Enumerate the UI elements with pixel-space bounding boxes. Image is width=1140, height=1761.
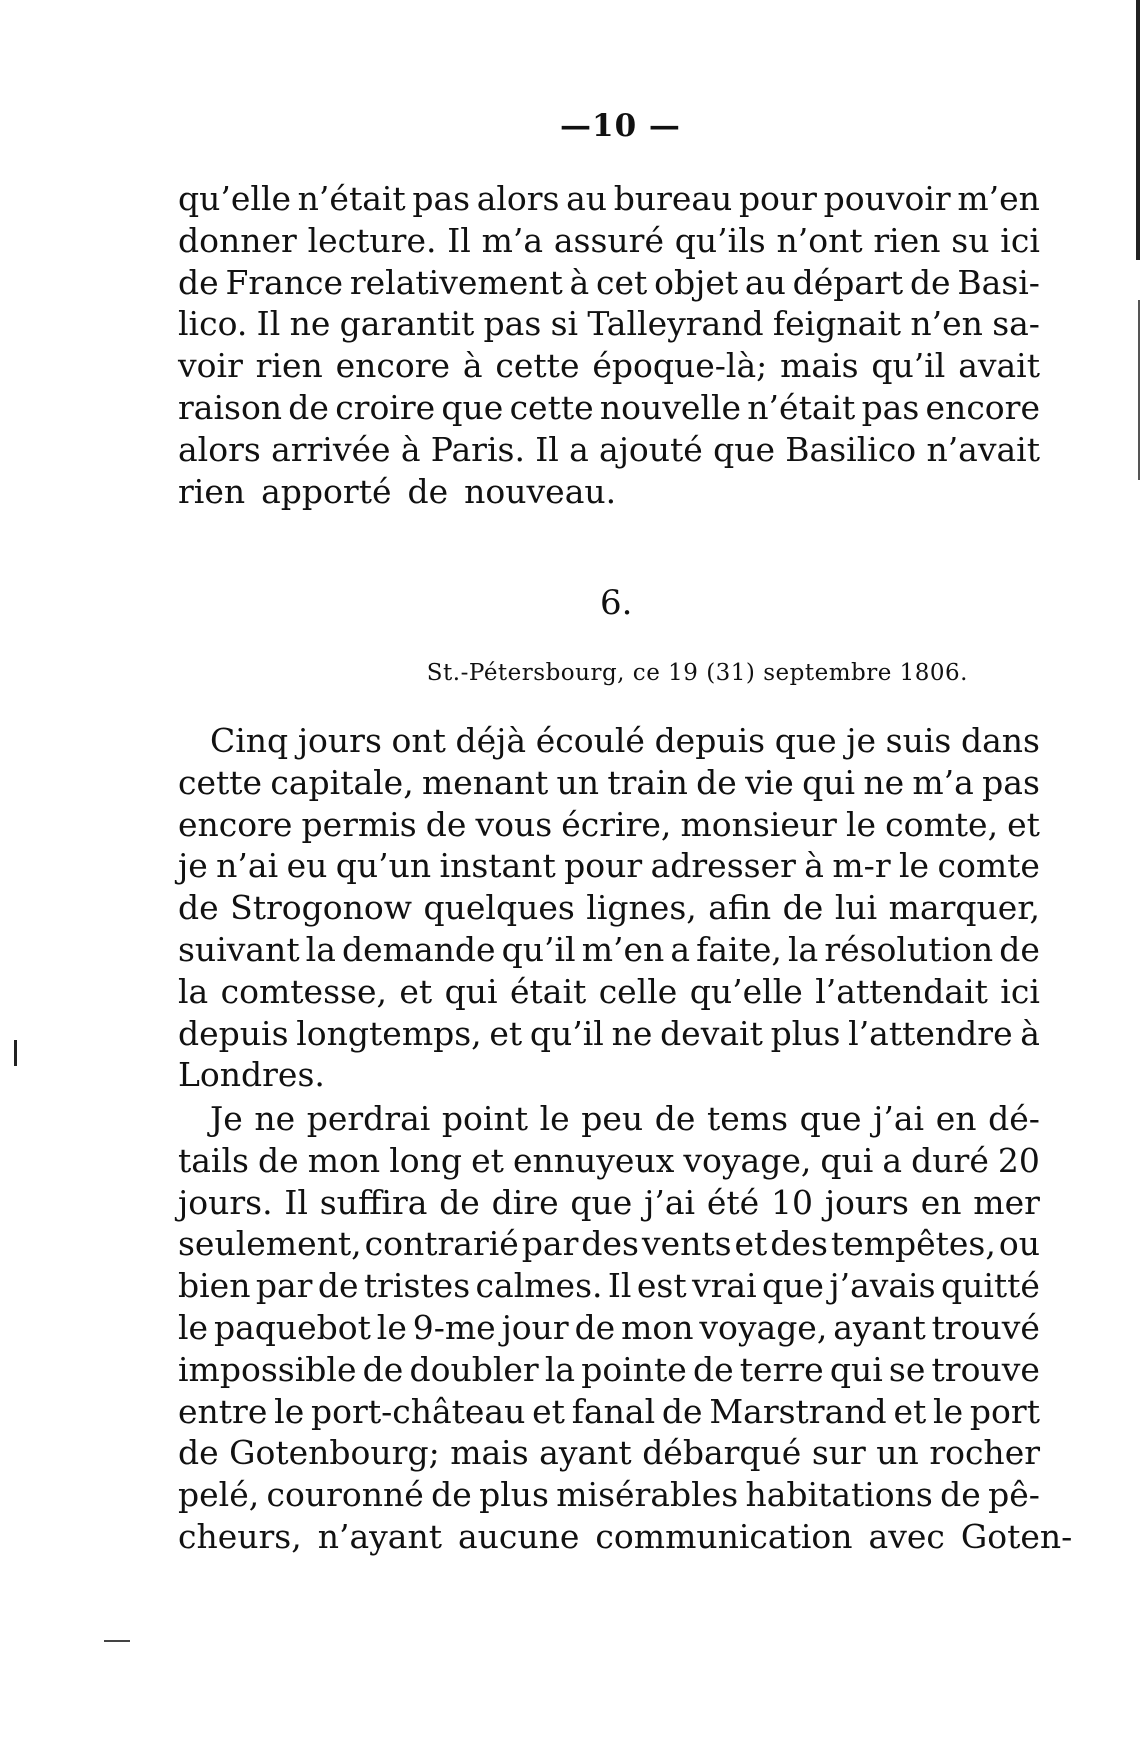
word: arrivée — [271, 429, 391, 469]
word: ajouté — [599, 429, 703, 469]
word: port-château — [311, 1391, 526, 1431]
word: que — [570, 1182, 633, 1222]
word: la — [178, 971, 209, 1011]
page-edge-shadow — [1136, 0, 1140, 260]
word: pouvoir — [823, 179, 951, 218]
word: ont — [391, 721, 446, 760]
word: impossible — [178, 1349, 357, 1389]
word: si — [550, 304, 579, 344]
word: tempêtes, — [830, 1224, 996, 1264]
word: à — [804, 846, 824, 886]
text-line — [178, 929, 1040, 971]
word: écoulé — [535, 721, 645, 760]
word: Basi- — [957, 262, 1040, 302]
word: encore — [925, 387, 1040, 427]
word: marquer, — [888, 888, 1040, 928]
word: duré — [911, 1140, 989, 1180]
word: calmes. — [475, 1266, 603, 1306]
word: Je — [210, 1099, 243, 1138]
word: comte, — [885, 804, 999, 844]
word: adresser — [650, 846, 796, 886]
word: en — [920, 1182, 962, 1222]
word: qu’elle — [178, 179, 292, 218]
word: ici — [1000, 220, 1040, 260]
word: qu’il — [529, 1013, 604, 1053]
word: peu — [581, 1099, 644, 1138]
letter-paragraph-1 — [178, 720, 1040, 1096]
word: à — [569, 262, 590, 302]
word: la — [305, 929, 336, 969]
word: faite, — [696, 929, 782, 969]
text-line — [178, 1098, 1040, 1140]
word: et — [734, 1224, 768, 1264]
word: tails — [178, 1140, 249, 1180]
word: qu’il — [871, 346, 946, 386]
word: qui — [829, 1349, 883, 1389]
word: cet — [596, 262, 648, 302]
word: qu’elle — [689, 971, 803, 1011]
word: Il — [607, 1266, 632, 1306]
word: dire — [491, 1182, 559, 1222]
word: ayant — [833, 1307, 926, 1347]
word: alors — [476, 179, 560, 218]
text-line — [178, 387, 1040, 429]
word: su — [951, 220, 990, 260]
word: terre — [739, 1349, 824, 1389]
word: doubler — [409, 1349, 539, 1389]
word: entre — [178, 1391, 268, 1431]
word: le — [539, 1099, 570, 1138]
word: débarqué — [642, 1433, 802, 1473]
word: trouve — [931, 1349, 1040, 1389]
word: de — [654, 1099, 696, 1138]
word: quelques — [423, 888, 575, 928]
word: que — [799, 1099, 862, 1138]
word: croire — [335, 387, 436, 427]
word: qui — [820, 1140, 874, 1180]
text-line — [178, 971, 1040, 1013]
word: n’ai — [216, 846, 279, 886]
word: pelé, — [178, 1475, 260, 1515]
word: n’était — [297, 179, 406, 218]
word: de — [940, 1475, 981, 1515]
word: demande — [342, 929, 496, 969]
word: dans — [960, 721, 1040, 760]
word: mais — [450, 1433, 529, 1473]
word: ou — [998, 1224, 1040, 1264]
word: mon — [307, 1140, 381, 1180]
word: par — [255, 1266, 313, 1306]
word: trouvé — [931, 1307, 1040, 1347]
word: comtesse, — [220, 971, 387, 1011]
word: que — [762, 1266, 824, 1306]
word: m’a — [912, 762, 974, 802]
word: lui — [834, 888, 878, 928]
word: j’ai — [873, 1099, 925, 1138]
word: a — [882, 1140, 903, 1180]
word: qui — [802, 762, 856, 802]
word: j’ai — [644, 1182, 696, 1222]
word: de — [661, 1391, 703, 1431]
word: mer — [973, 1182, 1040, 1222]
word: quitté — [940, 1266, 1040, 1306]
word: Paris. — [430, 429, 525, 469]
word: l’attendre — [848, 1013, 1013, 1053]
word: de — [317, 1266, 359, 1306]
word: qu’ils — [674, 220, 766, 260]
word: que — [441, 387, 504, 427]
word: ayant — [539, 1433, 632, 1473]
word: et — [399, 971, 433, 1011]
word: ne — [863, 762, 905, 802]
scan-dash — [104, 1640, 130, 1642]
word: à — [1020, 1013, 1040, 1053]
word: de — [999, 929, 1040, 969]
word: époque-là; — [592, 346, 768, 386]
word: départ — [792, 262, 904, 302]
word: était — [509, 971, 587, 1011]
word: Il — [447, 220, 471, 260]
word: le — [274, 1391, 305, 1431]
word: France — [225, 262, 344, 302]
text-line — [178, 1265, 1040, 1307]
word: relativement — [349, 262, 563, 302]
word: je — [846, 721, 877, 760]
text-line — [178, 804, 1040, 846]
word: pas — [483, 304, 542, 344]
word: communication — [595, 1516, 853, 1556]
word: n’était — [747, 387, 856, 427]
page-number: —10 — — [560, 108, 681, 144]
word: sa- — [992, 304, 1040, 344]
word: afin — [708, 888, 772, 928]
word: n’ont — [776, 220, 863, 260]
word: tristes — [363, 1266, 471, 1306]
word: rien — [178, 471, 246, 511]
word: qui — [444, 971, 498, 1011]
word: Strogonow — [230, 888, 413, 928]
word: résolution — [824, 929, 994, 969]
word: le — [846, 804, 877, 844]
text-line — [178, 471, 1040, 513]
word: fanal — [571, 1391, 656, 1431]
word: je — [178, 846, 208, 886]
word: que — [713, 429, 776, 469]
word: que — [774, 721, 837, 760]
word: menant — [421, 762, 549, 802]
word: et — [471, 1140, 504, 1180]
word: alors — [178, 429, 261, 469]
word: Goten- — [960, 1516, 1073, 1556]
word: rien — [255, 346, 323, 386]
word: capitale, — [270, 762, 414, 802]
word: suis — [885, 721, 952, 760]
text-line — [178, 1054, 1040, 1096]
word: vous — [475, 804, 553, 844]
word: un — [556, 762, 600, 802]
word: longtemps, — [296, 1013, 482, 1053]
word: été — [706, 1182, 760, 1222]
word: devait — [660, 1013, 763, 1053]
word: 20 — [997, 1140, 1040, 1180]
word: paquebot — [213, 1307, 371, 1347]
word: pas — [982, 762, 1040, 802]
word: 9-me — [412, 1307, 496, 1347]
word: à — [462, 346, 483, 386]
word: suivant — [178, 929, 300, 969]
word: long — [389, 1140, 463, 1180]
word: est — [636, 1266, 687, 1306]
word: et — [893, 1391, 927, 1431]
word: m’a — [481, 220, 544, 260]
text-line — [178, 1349, 1040, 1391]
word: pour — [738, 179, 817, 218]
text-line — [178, 178, 1040, 220]
word: avait — [958, 346, 1040, 386]
letter-dateline: St.-Pétersbourg, ce 19 (31) septembre 1806. — [426, 660, 968, 686]
word: port — [969, 1391, 1040, 1431]
word: Talleyrand — [587, 304, 764, 344]
text-line — [178, 1307, 1040, 1349]
word: dé- — [988, 1099, 1040, 1138]
word: de — [692, 1349, 734, 1389]
text-line — [178, 1391, 1040, 1433]
text-line — [178, 845, 1040, 887]
word: permis — [301, 804, 417, 844]
word: celle — [598, 971, 678, 1011]
opening-paragraph — [178, 178, 1040, 512]
word: a — [569, 429, 589, 469]
word: de — [431, 1475, 472, 1515]
word: contrarié — [364, 1224, 519, 1264]
word: de — [909, 262, 951, 302]
text-line — [178, 1474, 1040, 1516]
text-line — [178, 345, 1040, 387]
word: et — [1007, 804, 1040, 844]
word: avec — [868, 1516, 945, 1556]
word: tems — [707, 1099, 789, 1138]
word: vents — [641, 1224, 732, 1264]
text-line — [178, 720, 1040, 762]
word: écrire, — [561, 804, 672, 844]
word: ennuyeux — [512, 1140, 675, 1180]
word: lignes, — [586, 888, 697, 928]
word: rocher — [929, 1433, 1040, 1473]
word: 10 — [771, 1182, 814, 1222]
word: bien — [178, 1266, 251, 1306]
word: de — [362, 1349, 404, 1389]
word: au — [566, 179, 608, 218]
word: cette — [509, 387, 594, 427]
word: Marstrand — [709, 1391, 887, 1431]
word: qu’il — [501, 929, 576, 969]
word: voyage, — [699, 1307, 828, 1347]
word: bureau — [613, 179, 733, 218]
word: eu — [286, 846, 328, 886]
word: sur — [811, 1433, 866, 1473]
word: raison — [178, 387, 283, 427]
word: nouvelle — [599, 387, 742, 427]
text-line — [178, 429, 1040, 471]
word: de — [407, 471, 449, 511]
text-line — [178, 262, 1040, 304]
word: ne — [611, 1013, 653, 1053]
word: le — [178, 1307, 209, 1347]
letter-paragraph-2 — [178, 1098, 1073, 1558]
word: et — [489, 1013, 523, 1053]
word: ici — [1000, 971, 1040, 1011]
word: déjà — [455, 721, 527, 760]
word: m’en — [957, 179, 1040, 218]
word: de — [782, 888, 824, 928]
word: encore — [178, 804, 293, 844]
word: de — [258, 1140, 299, 1180]
word: se — [888, 1349, 926, 1389]
section-number: 6. — [600, 583, 633, 623]
word: couronné — [266, 1475, 424, 1515]
word: mais — [780, 346, 859, 386]
word: vie — [745, 762, 794, 802]
text-line — [178, 1223, 1040, 1265]
word: m-r — [832, 846, 891, 886]
word: Basilico — [785, 429, 917, 469]
word: misérables — [556, 1475, 739, 1515]
scan-mark — [14, 1040, 17, 1066]
text-line — [178, 303, 1040, 345]
word: point — [441, 1099, 528, 1138]
word: perdrai — [306, 1099, 431, 1138]
word: de — [425, 804, 467, 844]
word: à — [400, 429, 421, 469]
word: a — [670, 929, 691, 969]
word: de — [574, 1307, 616, 1347]
word: pas — [412, 179, 471, 218]
text-line — [178, 887, 1040, 929]
word: Il — [535, 429, 559, 469]
word: qu’un — [335, 846, 432, 886]
word: au — [744, 262, 786, 302]
word: aucune — [457, 1516, 580, 1556]
word: et — [532, 1391, 565, 1431]
word: rien — [873, 220, 941, 260]
word: l’attendait — [815, 971, 988, 1011]
word: j’avais — [829, 1266, 936, 1306]
word: de — [288, 387, 329, 427]
word: par — [521, 1224, 579, 1264]
word: n’en — [910, 304, 983, 344]
word: de — [696, 762, 737, 802]
word: pê- — [988, 1475, 1040, 1515]
word: garantit — [339, 304, 475, 344]
word: des — [581, 1224, 639, 1264]
word: de — [178, 888, 219, 928]
word: monsieur — [680, 804, 837, 844]
word: assuré — [553, 220, 664, 260]
word: un — [876, 1433, 919, 1473]
word: mon — [621, 1307, 694, 1347]
text-line — [178, 1182, 1040, 1224]
word: depuis — [654, 721, 766, 760]
word: voyage, — [683, 1140, 812, 1180]
word: de — [439, 1182, 480, 1222]
word: feignait — [772, 304, 902, 344]
word: jours — [297, 721, 382, 760]
word: plus — [479, 1475, 549, 1515]
word: pas — [861, 387, 920, 427]
word: ne — [254, 1099, 296, 1138]
word: plus — [770, 1013, 841, 1053]
word: nouveau. — [464, 471, 617, 511]
text-line — [178, 220, 1040, 262]
text-line — [178, 1516, 1073, 1558]
word: de — [178, 1433, 219, 1473]
word: apporté — [261, 471, 392, 511]
word: Cinq — [210, 721, 289, 760]
word: encore — [335, 346, 451, 386]
word: pour — [564, 846, 643, 886]
text-line — [178, 1013, 1040, 1055]
word: Londres. — [178, 1055, 325, 1095]
word: pointe — [581, 1349, 687, 1389]
word: lico. — [178, 304, 248, 344]
word: ne — [289, 304, 331, 344]
word: des — [770, 1224, 828, 1264]
word: donner — [178, 220, 297, 260]
word: le — [933, 1391, 964, 1431]
word: la — [544, 1349, 576, 1389]
word: comte — [937, 846, 1040, 886]
word: n’avait — [926, 429, 1040, 469]
word: en — [935, 1099, 977, 1138]
text-line — [178, 762, 1040, 804]
word: instant — [439, 846, 556, 886]
word: m’en — [581, 929, 665, 969]
word: jours — [824, 1182, 909, 1222]
word: train — [607, 762, 688, 802]
word: jours. — [178, 1182, 273, 1222]
word: vrai — [692, 1266, 757, 1306]
word: depuis — [178, 1013, 289, 1053]
word: de — [178, 262, 219, 302]
word: voir — [178, 346, 243, 386]
word: n’ayant — [317, 1516, 442, 1556]
word: seulement, — [178, 1224, 362, 1264]
word: le — [899, 846, 930, 886]
word: Il — [284, 1182, 308, 1222]
word: lecture. — [307, 220, 437, 260]
word: habitations — [745, 1475, 933, 1515]
word: la — [787, 929, 819, 969]
text-line — [178, 1432, 1040, 1474]
word: suffira — [319, 1182, 428, 1222]
text-line — [178, 1140, 1040, 1182]
word: Il — [256, 304, 281, 344]
word: cette — [178, 762, 263, 802]
word: cette — [495, 346, 580, 386]
word: le — [376, 1307, 407, 1347]
word: cheurs, — [178, 1516, 302, 1556]
word: jour — [501, 1307, 569, 1347]
word: objet — [654, 262, 739, 302]
word: Gotenbourg; — [229, 1433, 440, 1473]
